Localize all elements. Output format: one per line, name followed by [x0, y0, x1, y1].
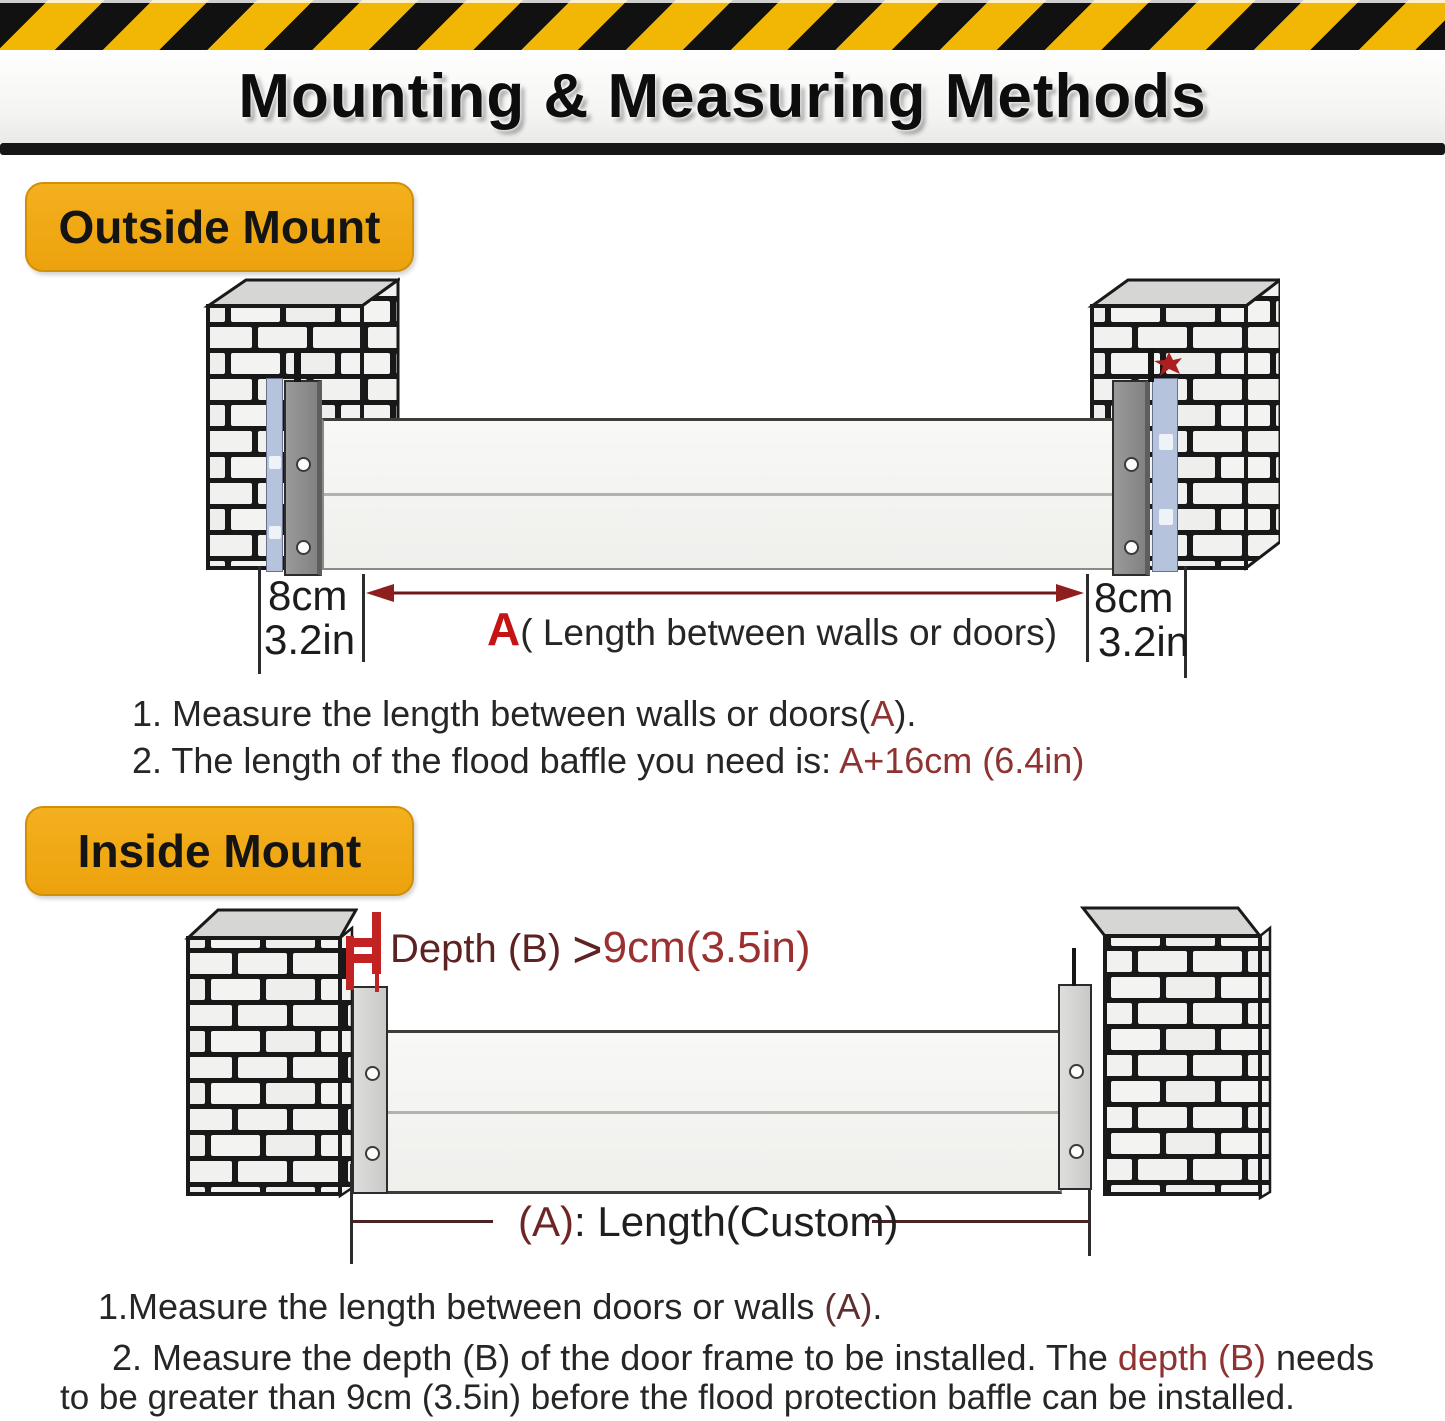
length-between-walls-label: [487, 602, 1057, 656]
greater-than-sign: >: [572, 921, 603, 979]
outside-instruction-1: [132, 693, 916, 735]
length-label-text: ( Length between walls or doors): [520, 612, 1058, 653]
instruction-accent: depth (B): [1117, 1337, 1266, 1378]
inside-instruction-1: [98, 1286, 882, 1328]
strip-mark: [1159, 434, 1173, 450]
seal-strip-left: [266, 378, 283, 572]
screw-hole: [1124, 540, 1139, 555]
screw-hole: [365, 1066, 380, 1081]
pillar-top-slab: [188, 910, 356, 938]
gap-label-left-cm: 8cm: [268, 572, 348, 619]
custom-length-accent: (A): [518, 1198, 574, 1245]
screw-hole: [296, 540, 311, 555]
length-label-accent: A: [487, 603, 521, 655]
instruction-text: 2. Measure the depth (B) of the door frame to be installed. The: [112, 1337, 1118, 1378]
screw-hole: [296, 457, 311, 472]
mounting-bracket-inside-left: [352, 986, 388, 1194]
depth-ladder-icon: [342, 910, 386, 994]
screw-hole: [1069, 1144, 1084, 1159]
brick-front-face: [1105, 936, 1260, 1194]
anchor-pin: [294, 352, 301, 382]
dimension-tick: [362, 574, 365, 662]
dimension-tick: [1088, 1190, 1091, 1256]
instruction-text: needs: [1266, 1337, 1375, 1378]
pillar-top-slab: [1083, 908, 1260, 936]
strip-mark: [1159, 509, 1173, 525]
mounting-bracket-inside-right: [1058, 984, 1092, 1190]
instruction-text: 1. Measure the length between walls or doors(: [132, 693, 871, 734]
custom-length-label: [518, 1198, 898, 1246]
outside-mount-badge: [25, 182, 414, 272]
inside-mount-badge-label: Inside Mount: [77, 825, 362, 877]
pillar-side-face: [362, 280, 398, 420]
page-title: Mounting & Measuring Methods: [238, 62, 1207, 131]
mounting-bracket-left: [284, 380, 322, 576]
panel-seam: [324, 493, 1126, 496]
hazard-stripe-banner: [0, 0, 1445, 50]
instruction-text: ).: [894, 693, 917, 734]
instruction-accent: A+16cm (6.4in): [839, 740, 1085, 781]
instruction-text: 1.Measure the length between doors or walls: [98, 1286, 825, 1327]
gap-label-left-in: 3.2in: [264, 616, 356, 663]
flood-barrier-panels-inside: [386, 1030, 1062, 1194]
flood-barrier-panels: [322, 418, 1128, 570]
dimension-tick: [1086, 574, 1089, 662]
pillar-side-face: [1246, 280, 1280, 568]
red-star-marker: [1154, 352, 1184, 378]
outside-mount-badge-label: Outside Mount: [58, 201, 381, 253]
length-dimension-line: [353, 1220, 493, 1223]
outside-instruction-2: [132, 740, 1084, 782]
instruction-text: .: [872, 1286, 883, 1327]
gap-label-right-in: 3.2in: [1098, 618, 1190, 665]
depth-label-text: Depth (B): [390, 927, 573, 971]
length-dimension-line: [872, 1220, 1090, 1223]
inside-instruction-2: [112, 1337, 1374, 1379]
gap-label-right-cm: 8cm: [1094, 574, 1174, 621]
depth-label-accent: 9cm(3.5in): [602, 923, 811, 972]
instruction-text: 2. The length of the flood baffle you need is:: [132, 740, 840, 781]
title-band: [0, 50, 1445, 143]
anchor-pin: [1072, 948, 1076, 986]
inside-instruction-2-line2: to be greater than 9cm (3.5in) before the flood protection baffle can be installed.: [60, 1378, 1295, 1417]
brick-pillar-inside-right: [1080, 896, 1280, 1208]
title-divider-bar: [0, 143, 1445, 155]
brick-pillar-inside-left: [180, 898, 358, 1210]
instruction-accent: (A): [824, 1286, 873, 1327]
screw-hole: [1069, 1064, 1084, 1079]
dimension-tick: [258, 566, 261, 674]
inside-mount-badge: [25, 806, 414, 896]
dimension-tick: [350, 1164, 353, 1264]
screw-hole: [365, 1146, 380, 1161]
depth-label: [390, 920, 811, 980]
custom-length-text: : Length(Custom): [574, 1198, 899, 1245]
panel-seam: [388, 1111, 1060, 1114]
seal-strip-right: [1152, 378, 1178, 572]
strip-mark: [269, 526, 281, 539]
mounting-bracket-right: [1112, 380, 1150, 576]
screw-hole: [1124, 457, 1139, 472]
instruction-accent: A: [870, 693, 895, 734]
strip-mark: [269, 456, 281, 469]
brick-front-face: [188, 938, 340, 1194]
